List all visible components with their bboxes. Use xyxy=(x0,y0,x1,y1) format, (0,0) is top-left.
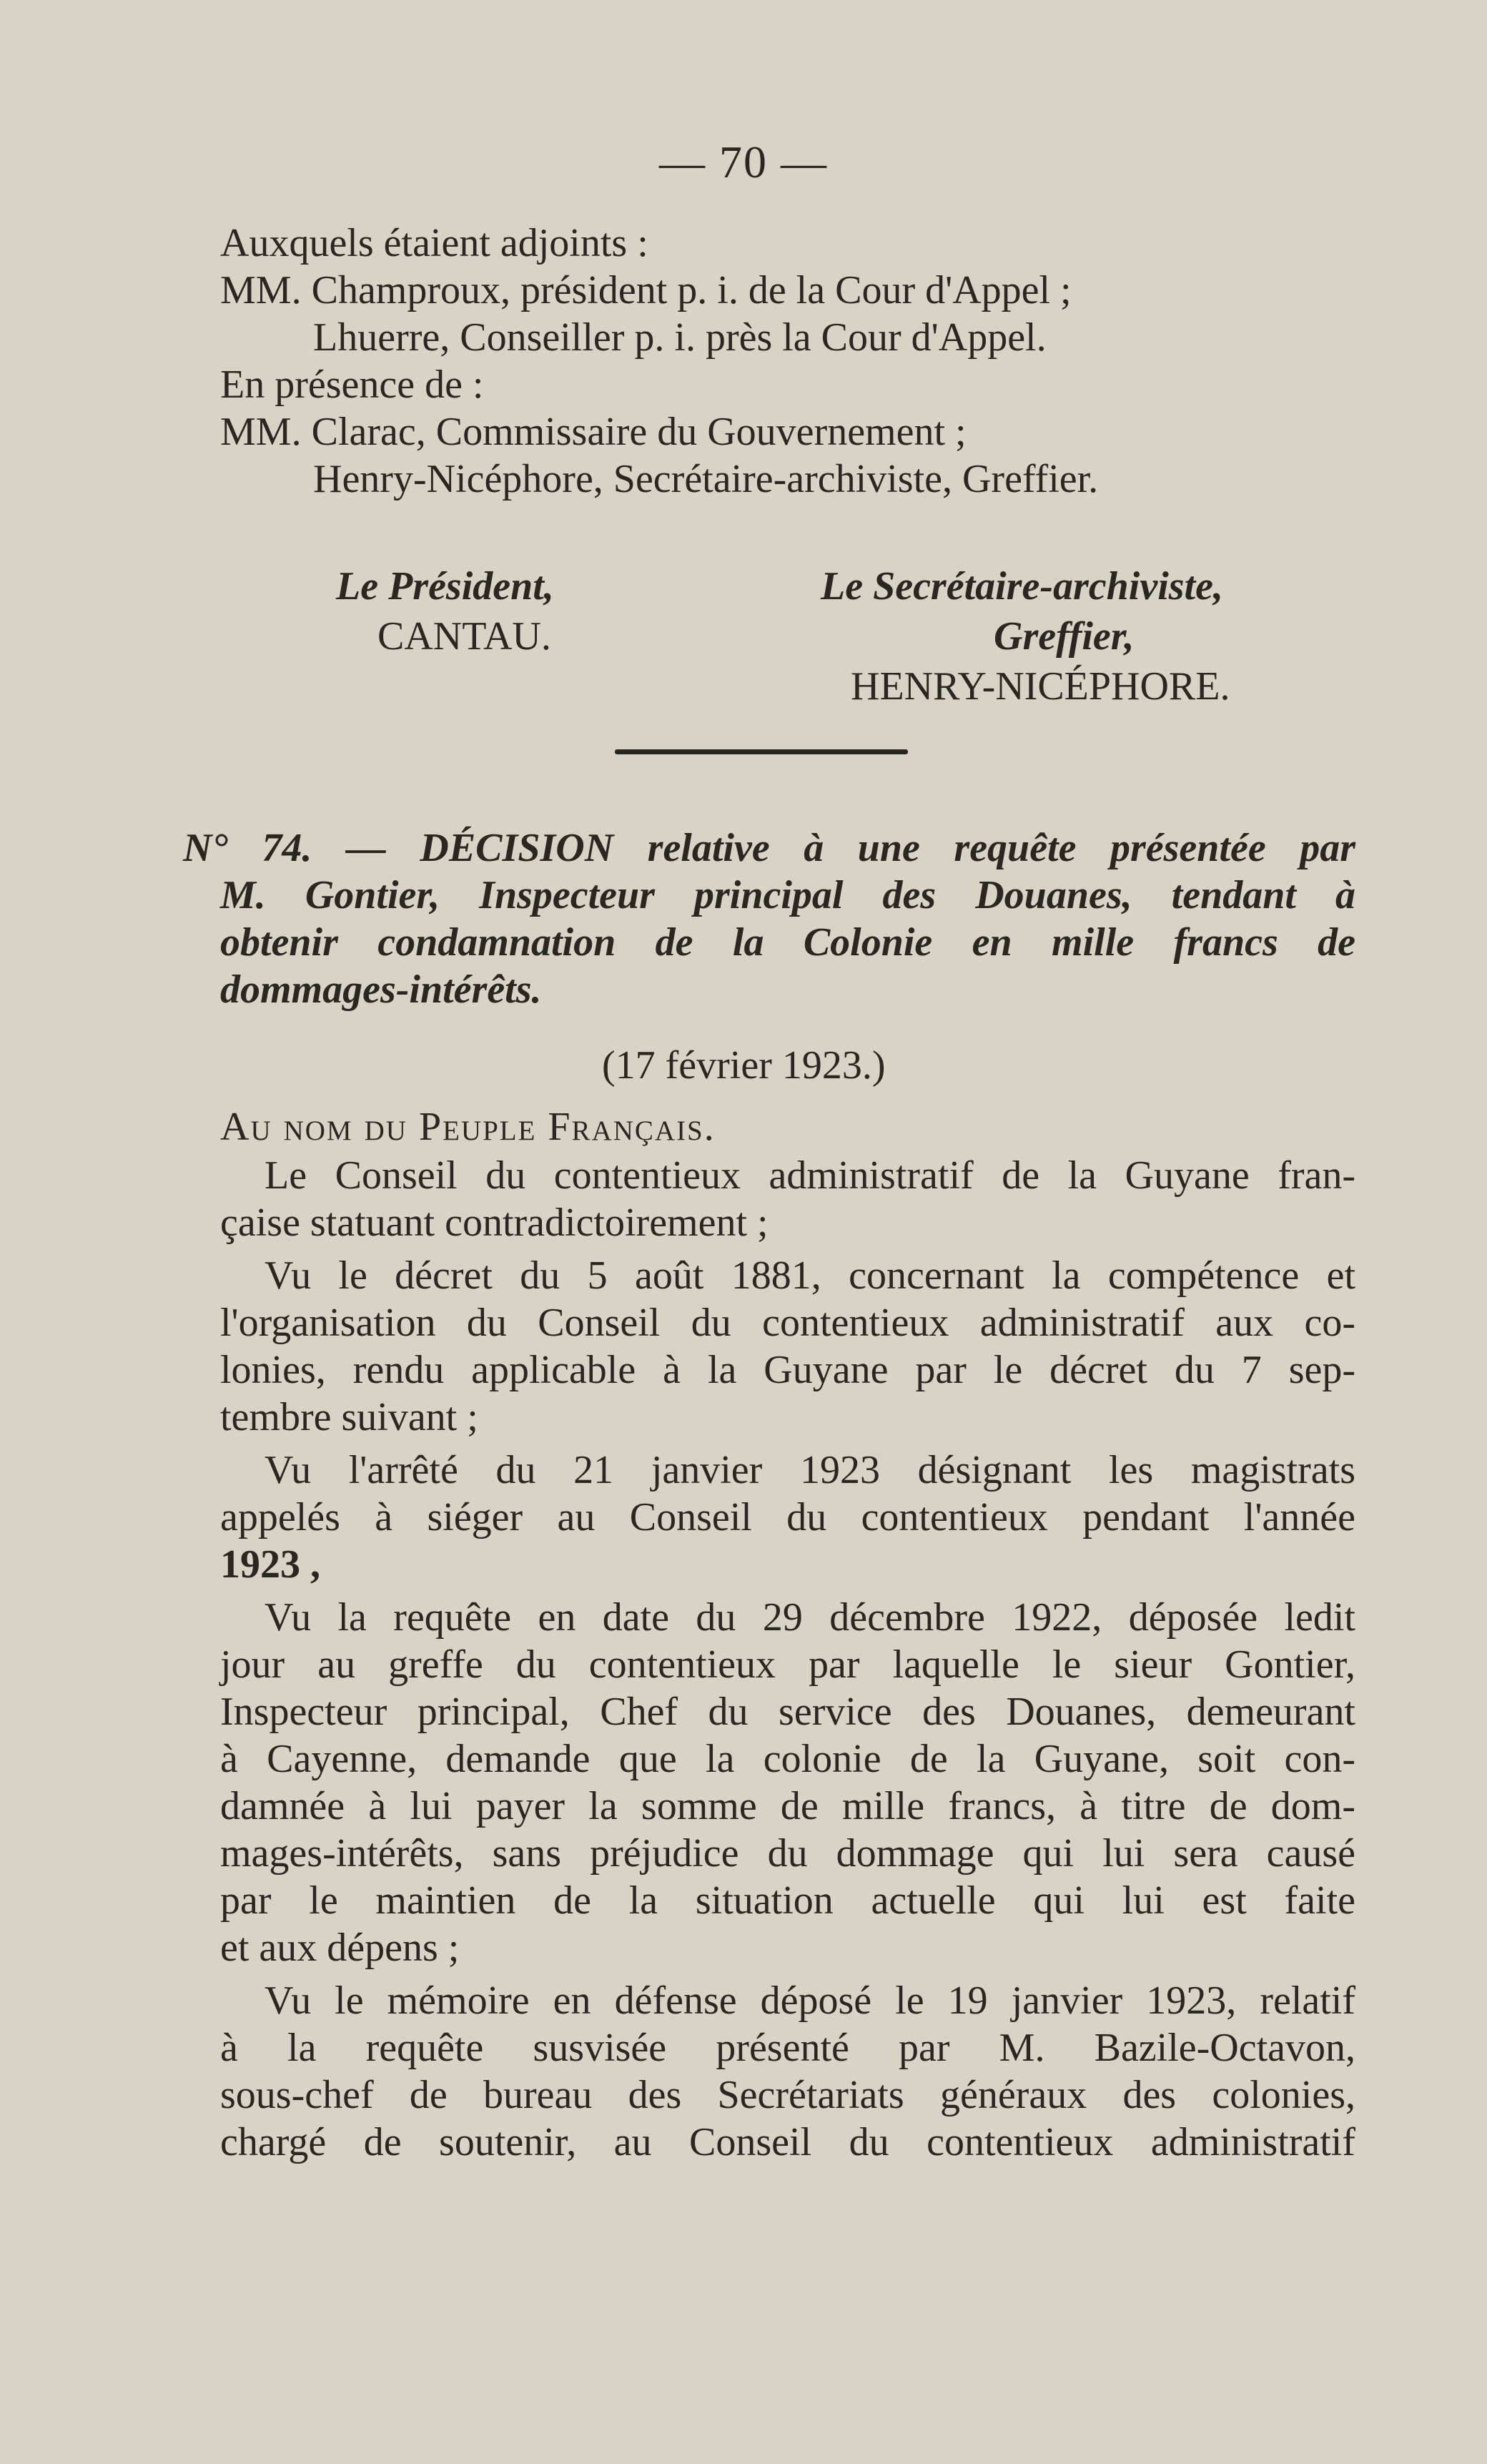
body-line-8: appelés à siéger au Conseil du contentieux pendant l'année xyxy=(220,1495,1355,1539)
body-line-17: et aux dépens ; xyxy=(220,1926,460,1970)
body-line-16: par le maintien de la situation actuelle qui lui est faite xyxy=(220,1878,1355,1923)
decision-date: (17 février 1923.) xyxy=(602,1043,886,1088)
page-number: — 70 — xyxy=(659,137,828,187)
header-line-2: MM. Champroux, président p. i. de la Cour d'Appel ; xyxy=(220,268,1072,312)
body-line-7: Vu l'arrêté du 21 janvier 1923 désignant les magistrats xyxy=(265,1448,1355,1492)
signature-left-name: CANTAU. xyxy=(377,614,551,659)
decision-line-2: M. Gontier, Inspecteur principal des Douanes, tendant à xyxy=(220,873,1355,917)
decision-line-3: obtenir condamnation de la Colonie en mille francs de xyxy=(220,920,1355,965)
signature-left-title: Le Président, xyxy=(336,564,554,608)
body-line-1: Le Conseil du contentieux administratif de la Guyane fran- xyxy=(265,1153,1355,1198)
body-line-19: à la requête susvisée présenté par M. Bazile-Octavon, xyxy=(220,2026,1355,2070)
body-line-12: Inspecteur principal, Chef du service des Douanes, demeurant xyxy=(220,1690,1355,1734)
body-line-9: 1923 , xyxy=(220,1542,320,1587)
section-divider xyxy=(615,749,908,754)
header-line-4: En présence de : xyxy=(220,363,484,407)
body-heading: Au nom du Peuple Français. xyxy=(220,1105,716,1149)
header-line-3: Lhuerre, Conseiller p. i. près la Cour d'Appel. xyxy=(313,315,1047,360)
header-line-1: Auxquels étaient adjoints : xyxy=(220,221,648,265)
body-line-15: mages-intérêts, sans préjudice du dommage qui lui sera causé xyxy=(220,1831,1355,1876)
body-line-14: damnée à lui payer la somme de mille francs, à titre de dom- xyxy=(220,1784,1355,1828)
body-line-11: jour au greffe du contentieux par laquelle le sieur Gontier, xyxy=(220,1642,1355,1687)
body-line-3: Vu le décret du 5 août 1881, concernant la compétence et xyxy=(265,1253,1355,1298)
body-line-10: Vu la requête en date du 29 décembre 1922, déposée ledit xyxy=(265,1595,1355,1640)
signature-right-title: Le Secrétaire-archiviste, xyxy=(821,564,1223,608)
signature-right-sub: Greffier, xyxy=(994,614,1135,659)
body-line-2: çaise statuant contradictoirement ; xyxy=(220,1201,769,1245)
body-line-6: tembre suivant ; xyxy=(220,1395,478,1439)
body-line-21: chargé de soutenir, au Conseil du contentieux administratif xyxy=(220,2120,1355,2164)
body-line-4: l'organisation du Conseil du contentieux administratif aux co- xyxy=(220,1301,1355,1345)
header-line-6: Henry-Nicéphore, Secrétaire-archiviste, Greffier. xyxy=(313,457,1099,501)
body-line-13: à Cayenne, demande que la colonie de la Guyane, soit con- xyxy=(220,1737,1355,1781)
decision-line-1: N° 74. — DÉCISION relative à une requête présentée par xyxy=(183,826,1355,870)
body-line-18: Vu le mémoire en défense déposé le 19 janvier 1923, relatif xyxy=(265,1978,1355,2023)
body-line-20: sous-chef de bureau des Secrétariats généraux des colonies, xyxy=(220,2073,1355,2117)
signature-right-name: HENRY-NICÉPHORE. xyxy=(851,664,1230,709)
header-line-5: MM. Clarac, Commissaire du Gouvernement ; xyxy=(220,410,967,454)
body-line-5: lonies, rendu applicable à la Guyane par le décret du 7 sep- xyxy=(220,1348,1355,1392)
decision-line-4: dommages-intérêts. xyxy=(220,967,542,1012)
